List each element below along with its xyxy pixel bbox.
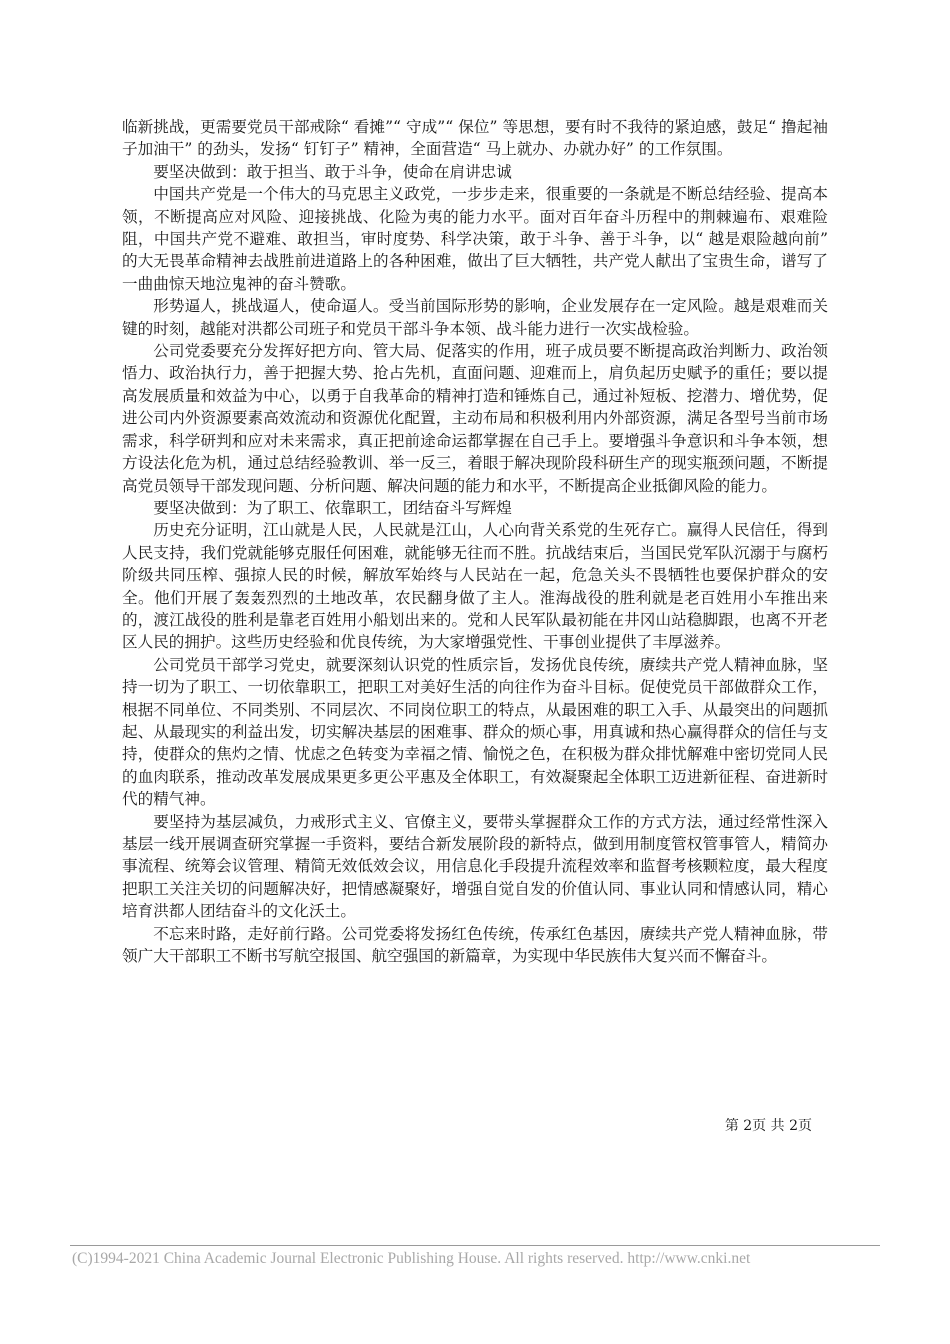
section-heading-1: 要坚决做到：敢于担当、敢于斗争，使命在肩讲忠诚 [153, 162, 512, 181]
copyright-notice: (C)1994-2021 China Academic Journal Electronic Publishing House. All rights reserved. http://www.cnki.net [72, 1250, 751, 1267]
paragraph: 公司党员干部学习党史，就要深刻认识党的性质宗旨，发扬优良传统，赓续共产党人精神血脉，坚持一切为了职工、一切依靠职工，把职工对美好生活的向往作为奋斗目标。促使党员干部做群众工作，根据不同单位、不同类别、不同层次、不同岗位职工的特点，从最困难的职工入手、从最突出的问题抓起、从最现实的利益出发，切实解决基层的困难事、群众的烦心事，用真诚和热心赢得群众的信任与支持，使群众的焦灼之情、忧虑之色转变为幸福之情、愉悦之色，在积极为群众排忧解难中密切党同人民的血肉联系，推动改革发展成果更多更公平惠及全体职工，有效凝聚起全体职工迈进新征程、奋进新时代的精气神。 [122, 655, 828, 809]
paragraph: 公司党委要充分发挥好把方向、管大局、促落实的作用，班子成员要不断提高政治判断力、政治领悟力、政治执行力，善于把握大势、抢占先机，直面问题、迎难而上，肩负起历史赋予的重任；要以提高发展质量和效益为中心，以勇于自我革命的精神打造和锤炼自己，通过补短板、挖潜力、增优势，促进公司内外资源要素高效流动和资源优化配置，主动布局和积极利用内外部资源，满足各型号当前市场需求，科学研判和应对未来需求，真正把前途命运都掌握在自己手上。要增强斗争意识和斗争本领，想方设法化危为机，通过总结经验教训、举一反三，着眼于解决现阶段科研生产的现实瓶颈问题，不断提高党员领导干部发现问题、分析问题、解决问题的能力和水平，不断提高企业抵御风险的能力。 [122, 342, 828, 495]
article-body [122, 116, 828, 967]
footer-divider [70, 1245, 880, 1246]
paragraph: 不忘来时路，走好前行路。公司党委将发扬红色传统，传承红色基因，赓续共产党人精神血脉，带领广大干部职工不断书写航空报国、航空强国的新篇章，为实现中华民族伟大复兴而不懈奋斗。 [122, 924, 828, 966]
paragraph: 形势逼人，挑战逼人，使命逼人。受当前国际形势的影响，企业发展存在一定风险。越是艰难而关键的时刻，越能对洪都公司班子和党员干部斗争本领、战斗能力进行一次实战检验。 [122, 297, 828, 338]
paragraph: 中国共产党是一个伟大的马克思主义政党，一步步走来，很重要的一条就是不断总结经验、提高本领，不断提高应对风险、迎接挑战、化险为夷的能力水平。面对百年奋斗历程中的荆棘遍布、艰难险阻，中国共产党不避难、敢担当，审时度势、科学决策，敢于斗争、善于斗争，以“ 越是艰险越向前” 的大无畏革命精神去战胜前进道路上的各种困难，做出了巨大牺牲，共产党人献出了宝贵生命，谱写了一曲曲惊天地泣鬼神的奋斗赞歌。 [122, 185, 828, 293]
section-heading-2: 要坚决做到：为了职工、依靠职工，团结奋斗写辉煌 [153, 498, 512, 517]
paragraph: 历史充分证明，江山就是人民，人民就是江山，人心向背关系党的生死存亡。赢得人民信任，得到人民支持，我们党就能够克服任何困难，就能够无往而不胜。抗战结束后，当国民党军队沉溺于与腐朽阶级共同压榨、强掠人民的时候，解放军始终与人民站在一起，危急关头不畏牺牲也要保护群众的安全。他们开展了轰轰烈烈的土地改革，农民翻身做了主人。淮海战役的胜利就是老百姓用小车推出来的，渡江战役的胜利是靠老百姓用小船划出来的。党和人民军队最初能在井冈山站稳脚跟，也离不开老区人民的拥护。这些历史经验和优良传统，为大家增强党性、干事创业提供了丰厚滋养。 [122, 521, 828, 652]
paragraph: 要坚持为基层减负，力戒形式主义、官僚主义，要带头掌握群众工作的方式方法，通过经常性深入基层一线开展调查研究掌握一手资料，要结合新发展阶段的新特点，做到用制度管权管事管人，精简办事流程、统筹会议管理、精简无效低效会议，用信息化手段提升流程效率和监督考核颗粒度，最大程度把职工关注关切的问题解决好，把情感凝聚好，增强自觉自发的价值认同、事业认同和情感认同，精心培育洪都人团结奋斗的文化沃土。 [122, 812, 828, 921]
paragraph-continued: 临新挑战，更需要党员干部戒除“ 看摊”“ 守成”“ 保位” 等思想，要有时不我待的紧迫感，鼓足“ 撸起袖子加油干” 的劲头，发扬“ 钉钉子” 精神，全面营造“ 马上就办、办就办好” 的工作氛围。 [122, 118, 828, 159]
page-number: 第 2页 共 2页 [724, 1118, 812, 1134]
